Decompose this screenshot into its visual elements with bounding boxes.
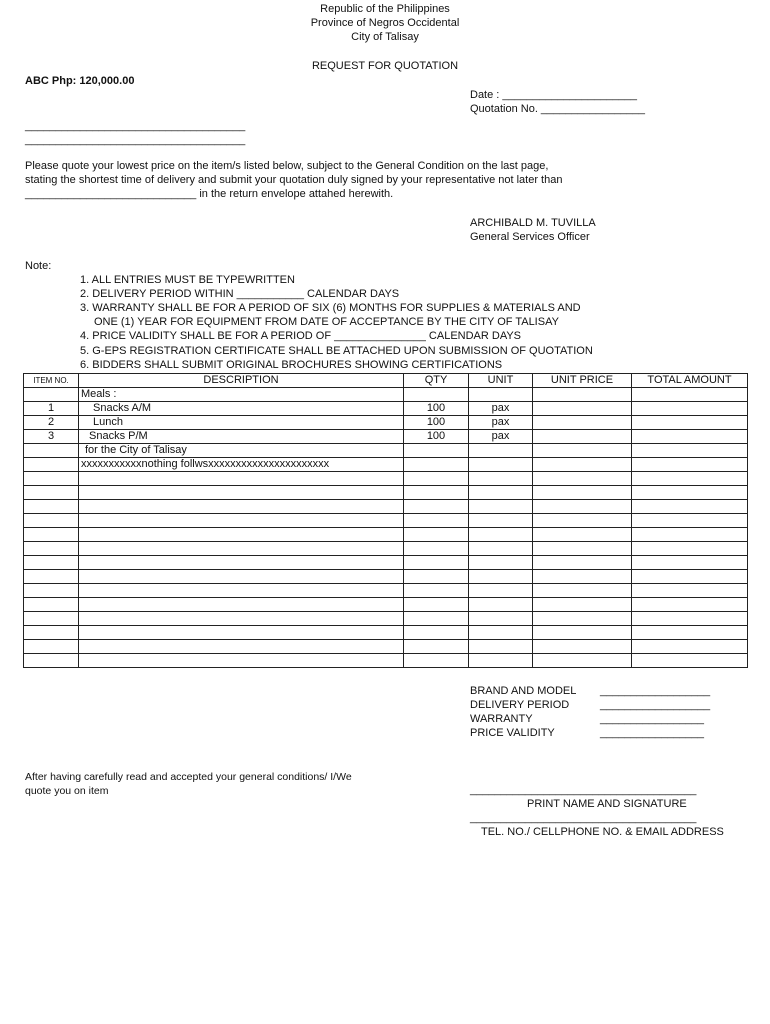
qty-cell (404, 640, 469, 654)
unit-price-cell (533, 444, 632, 458)
item-no-cell (24, 458, 79, 472)
total-amount-cell (632, 486, 748, 500)
price-validity-label: PRICE VALIDITY (470, 727, 555, 739)
item-no-cell (24, 556, 79, 570)
item-no-cell (24, 388, 79, 402)
unit-price-cell (533, 626, 632, 640)
unit-cell (469, 500, 533, 514)
table-row (24, 556, 748, 570)
qty-cell (404, 598, 469, 612)
unit-cell (469, 612, 533, 626)
table-row (24, 416, 748, 430)
description-cell: Lunch (79, 416, 404, 430)
qty-cell (404, 542, 469, 556)
unit-price-cell (533, 556, 632, 570)
note-item: 3. WARRANTY SHALL BE FOR A PERIOD OF SIX (6) MONTHS FOR SUPPLIES & MATERIALS AND (80, 302, 581, 314)
unit-price-cell (533, 542, 632, 556)
unit-cell (469, 388, 533, 402)
qty-cell (404, 458, 469, 472)
table-row (24, 500, 748, 514)
contact-label: TEL. NO./ CELLPHONE NO. & EMAIL ADDRESS (481, 826, 724, 838)
item-no-cell: 2 (24, 416, 79, 430)
qty-cell (404, 472, 469, 486)
table-row (24, 626, 748, 640)
unit-cell (469, 444, 533, 458)
warranty-blank: _________________ (600, 713, 705, 725)
unit-price-cell (533, 500, 632, 514)
table-row (24, 640, 748, 654)
brand-model-blank: __________________ (600, 685, 711, 697)
unit-price-cell (533, 612, 632, 626)
header-unit-price: UNIT PRICE (533, 374, 632, 388)
intro-line-3: ____________________________ in the return envelope attahed herewith. (25, 188, 394, 200)
abc-amount: ABC Php: 120,000.00 (25, 75, 135, 87)
note-label: Note: (25, 260, 52, 272)
table-row (24, 542, 748, 556)
unit-cell (469, 598, 533, 612)
total-amount-cell (632, 612, 748, 626)
total-amount-cell (632, 570, 748, 584)
unit-cell (469, 570, 533, 584)
description-cell (79, 654, 404, 668)
item-no-cell (24, 640, 79, 654)
description-cell: xxxxxxxxxxxnothing follwsxxxxxxxxxxxxxxxxxxxxxx (79, 458, 404, 472)
unit-cell: pax (469, 416, 533, 430)
officer-name: ARCHIBALD M. TUVILLA (470, 217, 596, 229)
total-amount-cell (632, 556, 748, 570)
item-no-cell (24, 500, 79, 514)
total-amount-cell (632, 640, 748, 654)
unit-cell (469, 640, 533, 654)
unit-cell (469, 584, 533, 598)
item-no-cell (24, 626, 79, 640)
officer-title: General Services Officer (470, 231, 590, 243)
item-no-cell (24, 444, 79, 458)
signature-line: _____________________________________ (470, 784, 697, 796)
table-row (24, 528, 748, 542)
date-field: Date : ______________________ (470, 89, 637, 101)
signature-label: PRINT NAME AND SIGNATURE (527, 798, 687, 810)
total-amount-cell (632, 458, 748, 472)
note-item: ONE (1) YEAR FOR EQUIPMENT FROM DATE OF ACCEPTANCE BY THE CITY OF TALISAY (94, 316, 559, 328)
unit-price-cell (533, 514, 632, 528)
description-cell (79, 542, 404, 556)
delivery-period-label: DELIVERY PERIOD (470, 699, 570, 711)
qty-cell (404, 556, 469, 570)
description-cell (79, 612, 404, 626)
unit-cell (469, 626, 533, 640)
description-cell (79, 556, 404, 570)
item-no-cell: 3 (24, 430, 79, 444)
qty-cell: 100 (404, 430, 469, 444)
unit-price-cell (533, 416, 632, 430)
unit-price-cell (533, 640, 632, 654)
description-cell (79, 472, 404, 486)
note-item: 2. DELIVERY PERIOD WITHIN ___________ CALENDAR DAYS (80, 288, 400, 300)
description-cell (79, 570, 404, 584)
note-item: 5. G-EPS REGISTRATION CERTIFICATE SHALL BE ATTACHED UPON SUBMISSION OF QUOTATION (80, 345, 593, 357)
description-cell: for the City of Talisay (79, 444, 404, 458)
qty-cell (404, 500, 469, 514)
contact-line: _____________________________________ (470, 812, 697, 824)
qty-cell (404, 514, 469, 528)
item-no-cell (24, 486, 79, 500)
total-amount-cell (632, 542, 748, 556)
total-amount-cell (632, 416, 748, 430)
unit-price-cell (533, 458, 632, 472)
unit-price-cell (533, 388, 632, 402)
total-amount-cell (632, 626, 748, 640)
qty-cell: 100 (404, 416, 469, 430)
table-row (24, 444, 748, 458)
note-item: 4. PRICE VALIDITY SHALL BE FOR A PERIOD OF _______________ CALENDAR DAYS (80, 330, 522, 342)
total-amount-cell (632, 528, 748, 542)
total-amount-cell (632, 584, 748, 598)
qty-cell (404, 444, 469, 458)
item-no-cell (24, 514, 79, 528)
table-row (24, 598, 748, 612)
total-amount-cell (632, 472, 748, 486)
unit-cell (469, 542, 533, 556)
total-amount-cell (632, 654, 748, 668)
unit-cell (469, 458, 533, 472)
description-cell: Snacks A/M (79, 402, 404, 416)
header-qty: QTY (404, 374, 469, 388)
delivery-period-blank: __________________ (600, 699, 711, 711)
header-total-amount: TOTAL AMOUNT (632, 374, 748, 388)
table-row (24, 654, 748, 668)
description-cell: Snacks P/M (79, 430, 404, 444)
warranty-label: WARRANTY (470, 713, 533, 725)
qty-cell (404, 486, 469, 500)
unit-cell (469, 654, 533, 668)
quotation-number-field: Quotation No. _________________ (470, 103, 645, 115)
unit-price-cell (533, 472, 632, 486)
table-row (24, 472, 748, 486)
intro-line-1: Please quote your lowest price on the item/s listed below, subject to the General Condition on the last page, (25, 160, 549, 172)
description-cell: Meals : (79, 388, 404, 402)
item-no-cell (24, 584, 79, 598)
unit-cell: pax (469, 402, 533, 416)
unit-price-cell (533, 570, 632, 584)
table-row (24, 486, 748, 500)
brand-model-label: BRAND AND MODEL (470, 685, 577, 697)
description-cell (79, 528, 404, 542)
item-no-cell (24, 598, 79, 612)
table-row (24, 514, 748, 528)
header-province: Province of Negros Occidental (310, 17, 460, 29)
item-no-cell (24, 612, 79, 626)
price-validity-blank: _________________ (600, 727, 705, 739)
description-cell (79, 486, 404, 500)
unit-price-cell (533, 402, 632, 416)
table-header-row (24, 374, 748, 388)
unit-cell (469, 556, 533, 570)
qty-cell (404, 584, 469, 598)
unit-price-cell (533, 528, 632, 542)
address-blank-2: ____________________________________ (25, 134, 246, 146)
item-no-cell (24, 528, 79, 542)
header-city: City of Talisay (351, 31, 419, 43)
total-amount-cell (632, 598, 748, 612)
item-no-cell: 1 (24, 402, 79, 416)
closing-line-1: After having carefully read and accepted your general conditions/ I/We (25, 771, 352, 783)
description-cell (79, 500, 404, 514)
items-table (23, 373, 748, 668)
total-amount-cell (632, 430, 748, 444)
intro-line-2: stating the shortest time of delivery and submit your quotation duly signed by your representative not later than (25, 174, 563, 186)
header-description: DESCRIPTION (79, 374, 404, 388)
total-amount-cell (632, 514, 748, 528)
header-item-no: ITEM NO. (24, 374, 79, 388)
description-cell (79, 598, 404, 612)
unit-cell (469, 514, 533, 528)
qty-cell (404, 528, 469, 542)
header-unit: UNIT (469, 374, 533, 388)
table-row (24, 402, 748, 416)
unit-cell (469, 528, 533, 542)
description-cell (79, 584, 404, 598)
item-no-cell (24, 472, 79, 486)
total-amount-cell (632, 444, 748, 458)
unit-price-cell (533, 654, 632, 668)
header-republic: Republic of the Philippines (320, 3, 450, 15)
note-item: 1. ALL ENTRIES MUST BE TYPEWRITTEN (80, 274, 295, 286)
unit-price-cell (533, 430, 632, 444)
table-row (24, 612, 748, 626)
unit-cell (469, 472, 533, 486)
address-blank-1: ____________________________________ (25, 120, 246, 132)
unit-cell: pax (469, 430, 533, 444)
item-no-cell (24, 654, 79, 668)
table-row (24, 584, 748, 598)
item-no-cell (24, 570, 79, 584)
table-row (24, 430, 748, 444)
note-item: 6. BIDDERS SHALL SUBMIT ORIGINAL BROCHURES SHOWING CERTIFICATIONS (80, 359, 503, 371)
closing-line-2: quote you on item (25, 785, 109, 797)
page-title: REQUEST FOR QUOTATION (311, 60, 459, 72)
total-amount-cell (632, 500, 748, 514)
qty-cell (404, 654, 469, 668)
total-amount-cell (632, 388, 748, 402)
qty-cell (404, 388, 469, 402)
total-amount-cell (632, 402, 748, 416)
table-row (24, 388, 748, 402)
description-cell (79, 640, 404, 654)
qty-cell (404, 626, 469, 640)
description-cell (79, 626, 404, 640)
item-no-cell (24, 542, 79, 556)
unit-price-cell (533, 598, 632, 612)
description-cell (79, 514, 404, 528)
unit-price-cell (533, 584, 632, 598)
unit-cell (469, 486, 533, 500)
unit-price-cell (533, 486, 632, 500)
table-row (24, 570, 748, 584)
qty-cell (404, 612, 469, 626)
qty-cell (404, 570, 469, 584)
qty-cell: 100 (404, 402, 469, 416)
table-row (24, 458, 748, 472)
